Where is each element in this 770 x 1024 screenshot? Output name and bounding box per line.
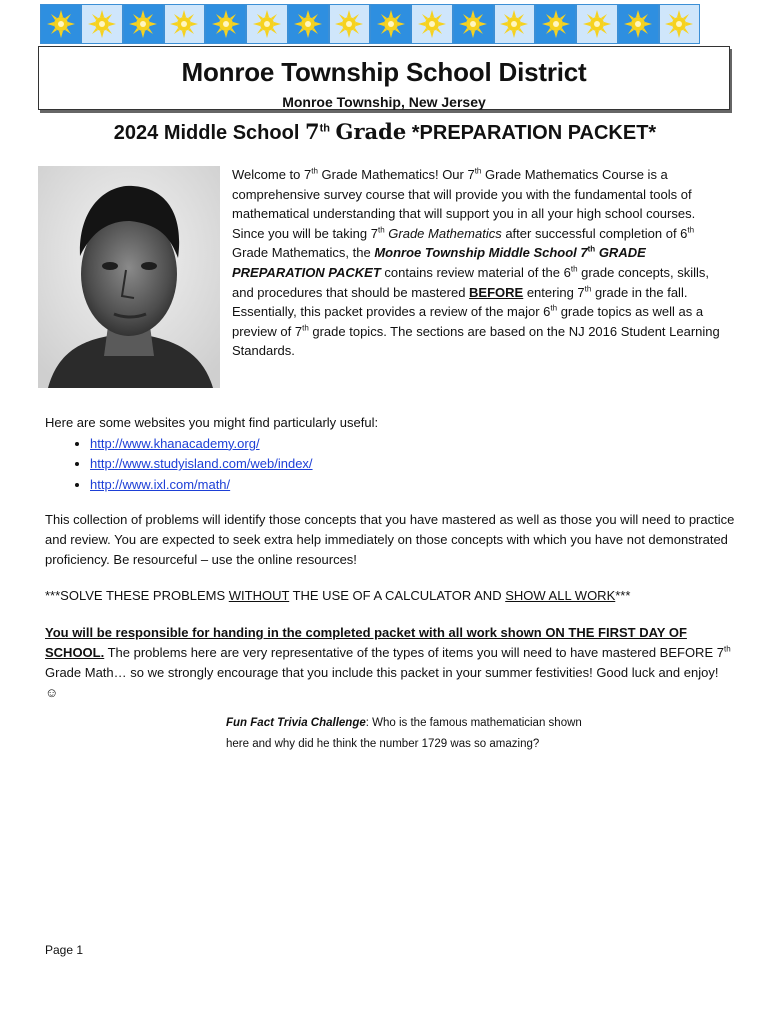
- banner-tile: [535, 4, 576, 44]
- websites-section: [45, 413, 735, 495]
- intro-italic-text: Grade Mathematics: [384, 225, 502, 241]
- sun-icon: [500, 10, 528, 38]
- intro-text: Grade Mathematics! Our 7: [317, 167, 475, 182]
- decorative-sun-banner: [40, 4, 700, 44]
- sun-icon: [212, 10, 240, 38]
- sun-icon: [583, 10, 611, 38]
- sun-icon: [170, 10, 198, 38]
- solve-text: ***SOLVE THESE PROBLEMS: [45, 588, 229, 603]
- websites-list: [45, 434, 735, 496]
- sun-icon: [624, 10, 652, 38]
- intro-text: contains review material of the 6: [380, 264, 571, 280]
- banner-tile: [576, 4, 617, 44]
- packet-name-text: GRADE PREPARATION PACKET: [232, 245, 646, 280]
- superscript: th: [302, 323, 309, 333]
- superscript: th: [311, 166, 318, 176]
- collection-paragraph: This collection of problems will identify those concepts that you have mastered as well as those you will need to practice and review. You are expected to seek extra help immediately on those concepts with which you have not demonstrated proficiency. Be resourceful – use the online resources!: [45, 512, 735, 567]
- solve-instruction: [45, 586, 735, 606]
- responsibility-paragraph: [45, 623, 735, 703]
- responsibility-text: The problems here are very representative of the types of items you will need to have mastered BEFORE 7: [104, 645, 724, 660]
- mathematician-portrait: [38, 166, 220, 388]
- intro-text: grade topics as well as a preview of 7: [232, 304, 704, 339]
- banner-tile: [164, 4, 205, 44]
- before-emphasis: BEFORE: [469, 284, 524, 300]
- khanacademy-link[interactable]: http://www.khanacademy.org/: [90, 435, 260, 451]
- banner-tile: [453, 4, 494, 44]
- portrait-illustration: [38, 166, 220, 388]
- district-name: Monroe Township School District: [181, 57, 587, 87]
- responsibility-text: Grade Math… so we strongly encourage that you include this packet in your summer festivities! Good luck and enjoy! ☺: [45, 665, 719, 700]
- packet-name-text: Monroe Township Middle School 7: [374, 245, 588, 261]
- intro-text: after successful completion of 6: [501, 225, 688, 241]
- solve-emphasis: SHOW ALL WORK: [505, 588, 616, 603]
- intro-text: grade in the fall. Essentially, this packet provides a review of the major 6: [232, 284, 688, 320]
- heading-suffix: *PREPARATION PACKET*: [411, 122, 657, 144]
- banner-tile: [329, 4, 370, 44]
- sun-icon: [542, 10, 570, 38]
- intro-text: grade concepts, skills, and procedures that should be mastered: [232, 264, 710, 300]
- list-item: [90, 454, 735, 475]
- superscript: th: [723, 644, 731, 654]
- superscript: th: [570, 264, 578, 274]
- superscript: th: [550, 303, 558, 313]
- sun-icon: [335, 10, 363, 38]
- heading-grade-word: Grade: [335, 119, 407, 144]
- superscript: th: [474, 166, 482, 176]
- list-item: [90, 434, 735, 455]
- responsibility-emphasis: You will be responsible for handing in the completed packet with all work shown ON THE FIRST DAY OF SCHOOL.: [45, 625, 687, 660]
- banner-tile: [411, 4, 452, 44]
- studyisland-link[interactable]: http://www.studyisland.com/web/index/: [90, 456, 313, 471]
- superscript: th: [687, 225, 695, 235]
- packet-heading: [0, 119, 770, 145]
- banner-tile: [81, 4, 122, 44]
- intro-text: Grade Mathematics Course is a comprehensive survey course that will provide you with the fundamental tools of mathematical understanding that will support you in all your high school courses. Since you will be taking 7: [232, 167, 696, 241]
- intro-text: grade topics. The sections are based on the NJ 2016 Student Learning Standards.: [232, 323, 720, 359]
- banner-tile: [205, 4, 246, 44]
- sun-icon: [665, 10, 693, 38]
- banner-tile: [123, 4, 164, 44]
- page-number: Page 1: [45, 943, 84, 957]
- solve-emphasis: WITHOUT: [228, 588, 290, 603]
- list-item: [90, 475, 735, 496]
- banner-tile: [659, 4, 700, 44]
- banner-tile: [40, 4, 81, 44]
- sun-icon: [253, 10, 281, 38]
- solve-text: THE USE OF A CALCULATOR AND: [289, 588, 506, 603]
- sun-icon: [129, 10, 157, 38]
- sun-icon: [418, 10, 446, 38]
- sun-icon: [294, 10, 322, 38]
- ixl-link[interactable]: http://www.ixl.com/math/: [90, 476, 231, 492]
- sun-icon: [88, 10, 116, 38]
- banner-tile: [370, 4, 411, 44]
- intro-paragraph: [232, 165, 722, 361]
- sun-icon: [47, 10, 75, 38]
- intro-text: Welcome to 7: [232, 167, 312, 182]
- heading-grade-number: 7: [304, 119, 320, 144]
- banner-tile: [618, 4, 659, 44]
- superscript: th: [377, 225, 385, 235]
- heading-grade-suffix: th: [319, 122, 330, 135]
- solve-text: ***: [615, 588, 631, 603]
- superscript: th: [584, 284, 592, 294]
- trivia-challenge: [226, 713, 586, 754]
- sun-icon: [377, 10, 405, 38]
- heading-prefix: 2024 Middle School: [113, 122, 300, 144]
- trivia-question: : Who is the famous mathematician shown here and why did he think the number 1729 was so amazing?: [226, 717, 582, 750]
- intro-text: Grade Mathematics, the: [232, 245, 375, 261]
- sun-icon: [459, 10, 487, 38]
- banner-tile: [288, 4, 329, 44]
- trivia-label: Fun Fact Trivia Challenge: [226, 717, 366, 729]
- banner-tile: [494, 4, 535, 44]
- websites-intro: Here are some websites you might find particularly useful:: [45, 415, 379, 430]
- superscript: th: [587, 245, 596, 255]
- intro-text: entering 7: [523, 284, 585, 300]
- banner-tile: [246, 4, 287, 44]
- district-location: Monroe Township, New Jersey: [282, 94, 486, 110]
- district-title-box: [38, 46, 730, 110]
